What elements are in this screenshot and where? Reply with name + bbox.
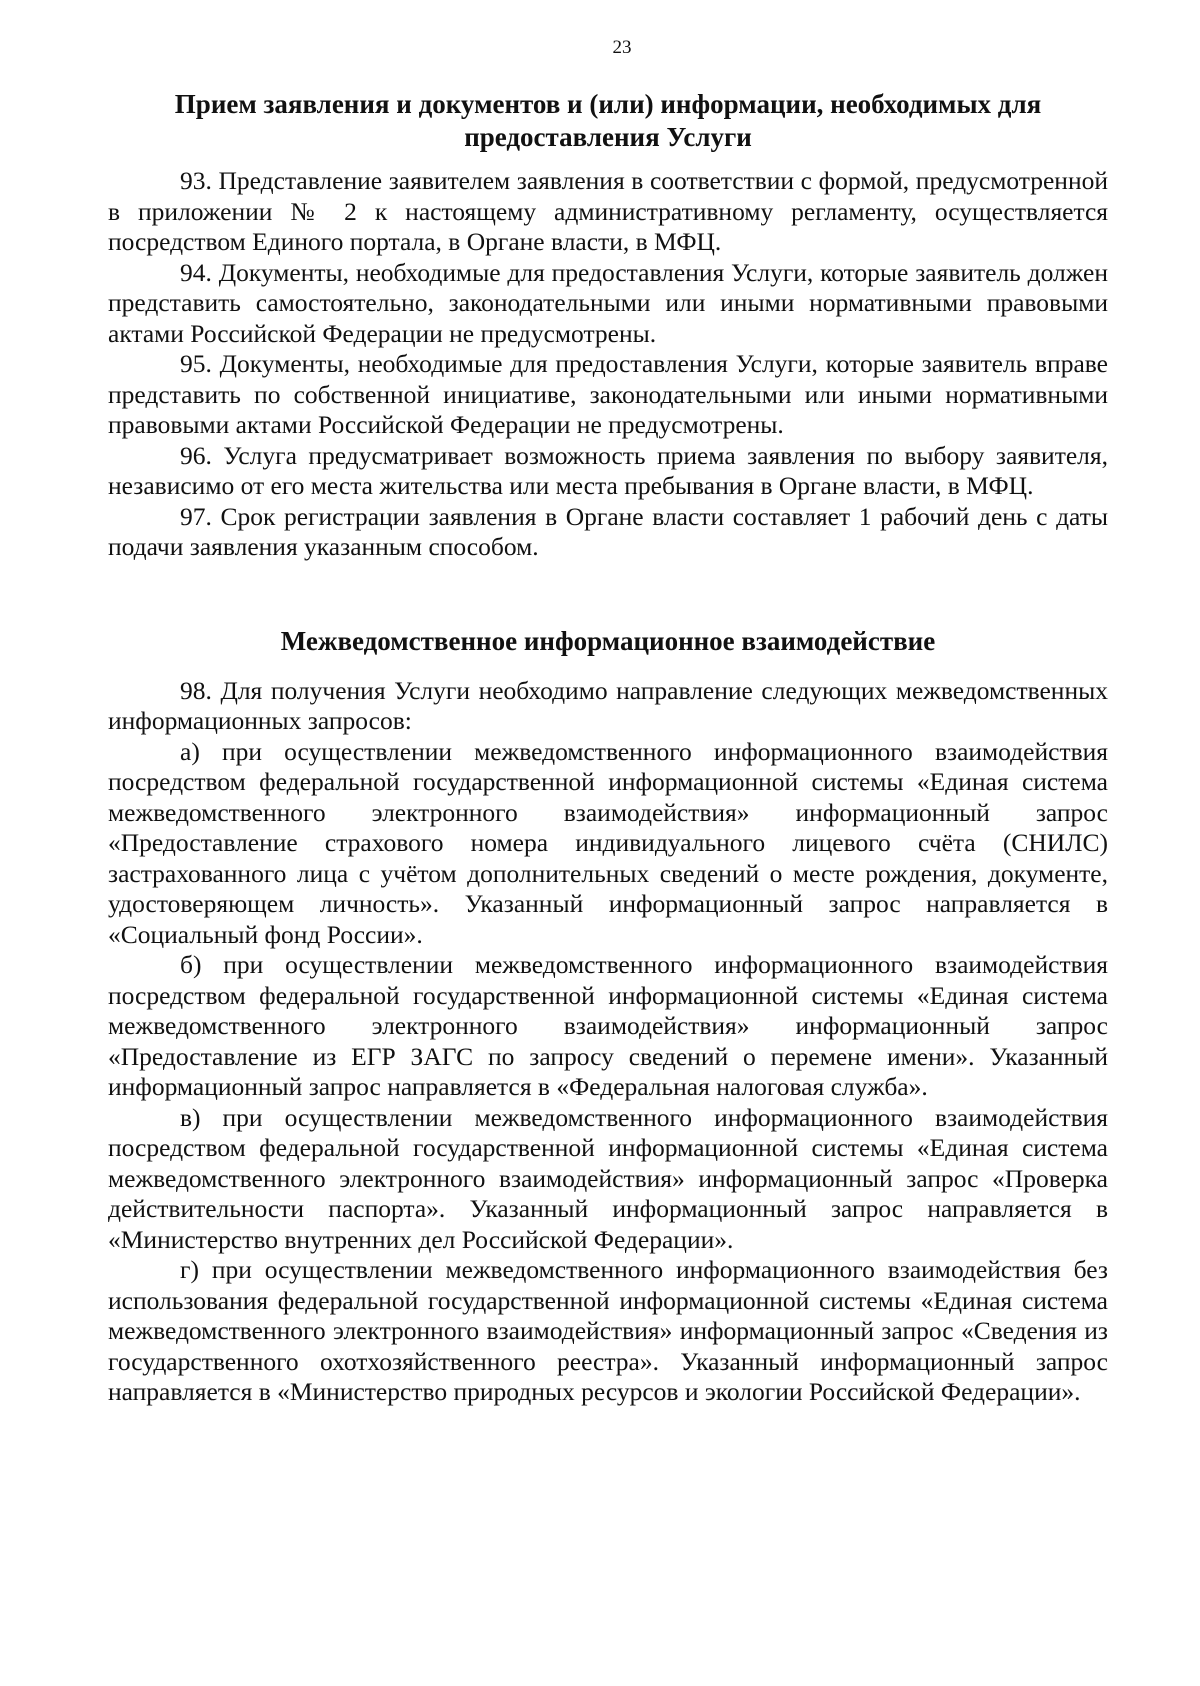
page-number: 23	[612, 37, 632, 58]
section-heading-application-intake	[108, 88, 1108, 154]
paragraph-93: 93. Представление заявителем заявления в соответствии с формой, предусмотренной в приложении № 2 к настоящему административному регламенту, осуществляется посредством Единого портала, в Органе власти, в МФЦ.	[108, 166, 1108, 256]
subparagraph-a: а) при осуществлении межведомственного информационного взаимодействия посредством федеральной государственной информационной системы «Единая система межведомственного электронного взаимодействия» информационный запрос «Предоставление страхового номера индивидуального лицевого счёта (СНИЛС) застрахованного лица с учётом дополнительных сведений о месте рождения, документе, удостоверяющем личность». Указанный информационный запрос направляется в «Социальный фонд России».	[108, 736, 1108, 949]
paragraph-94: 94. Документы, необходимые для предоставления Услуги, которые заявитель должен представить самостоятельно, законодательными или иными нормативными правовыми актами Российской Федерации не предусмотрены.	[108, 257, 1108, 348]
paragraph-97: 97. Срок регистрации заявления в Органе власти составляет 1 рабочий день с даты подачи заявления указанным способом.	[108, 501, 1108, 561]
heading-line-2: предоставления Услуги	[464, 122, 752, 152]
paragraph-98: 98. Для получения Услуги необходимо направление следующих межведомственных информационных запросов:	[108, 675, 1108, 735]
subparagraph-v: в) при осуществлении межведомственного информационного взаимодействия посредством федеральной государственной информационной системы «Единая система межведомственного электронного взаимодействия» информационный запрос «Проверка действительности паспорта». Указанный информационный запрос направляется в «Министерство внутренних дел Российской Федерации».	[108, 1102, 1108, 1254]
section-heading-interagency: Межведомственное информационное взаимодействие	[280, 625, 936, 656]
subparagraph-b: б) при осуществлении межведомственного информационного взаимодействия посредством федеральной государственной информационной системы «Единая система межведомственного электронного взаимодействия» информационный запрос «Предоставление из ЕГР ЗАГС по запросу сведений о перемене имени». Указанный информационный запрос направляется в «Федеральная налоговая служба».	[108, 950, 1108, 1101]
paragraph-96: 96. Услуга предусматривает возможность приема заявления по выбору заявителя, независимо от его места жительства или места пребывания в Органе власти, в МФЦ.	[108, 440, 1108, 500]
paragraph-95: 95. Документы, необходимые для предоставления Услуги, которые заявитель вправе представить по собственной инициативе, законодательными или иными нормативными правовыми актами Российской Федерации не предусмотрены.	[108, 349, 1108, 439]
subparagraph-g: г) при осуществлении межведомственного информационного взаимодействия без использования федеральной государственной информационной системы «Единая система межведомственного электронного взаимодействия» информационный запрос «Сведения из государственного охотхозяйственного реестра». Указанный информационный запрос направляется в «Министерство природных ресурсов и экологии Российской Федерации».	[108, 1255, 1108, 1406]
heading-line-1: Прием заявления и документов и (или) информации, необходимых для	[174, 89, 1042, 119]
